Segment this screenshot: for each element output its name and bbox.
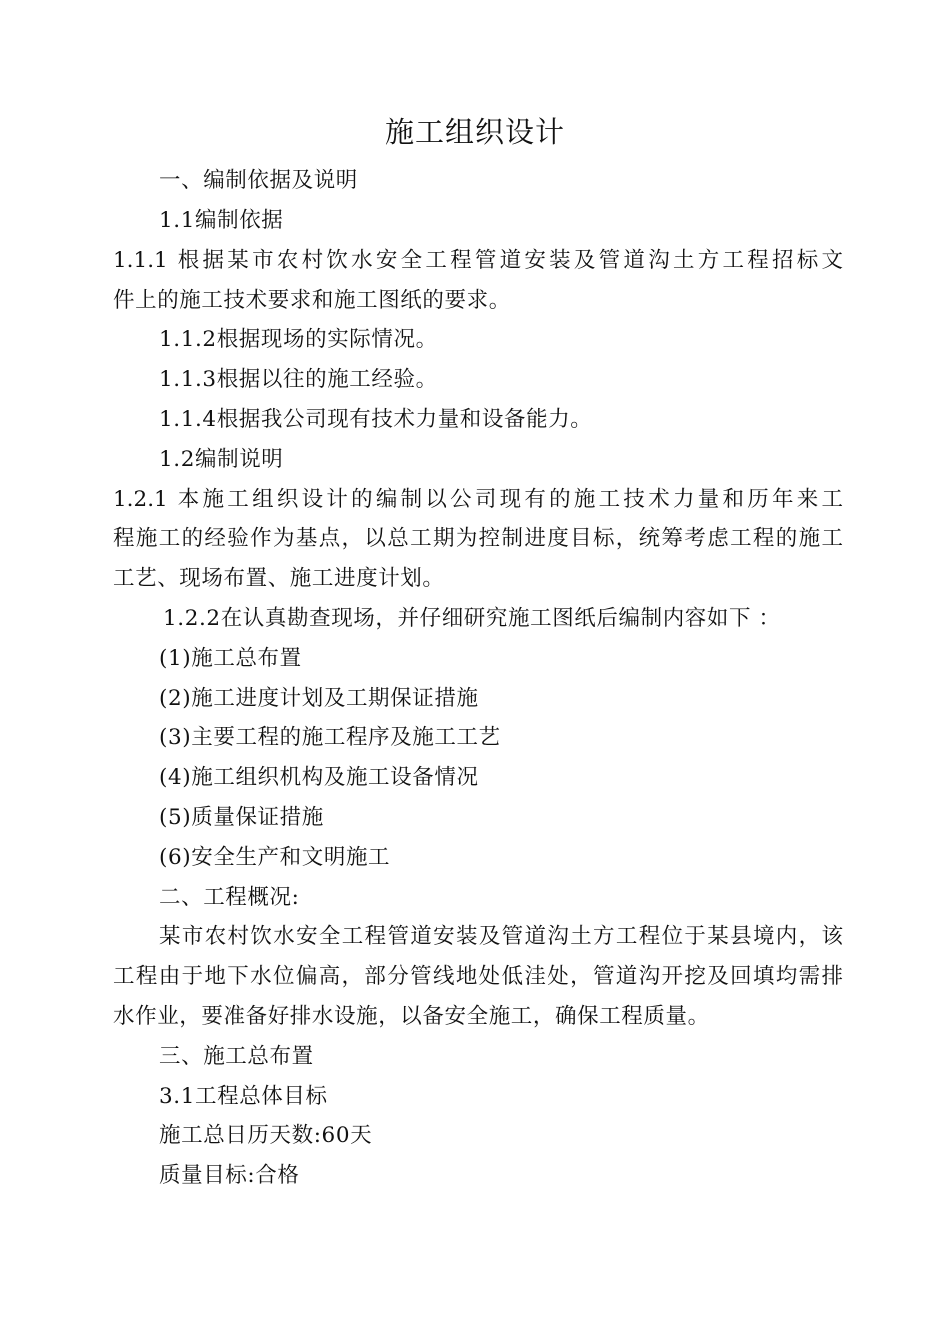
list-item: (5)质量保证措施 (159, 805, 324, 830)
paragraph-line: 1.2.2在认真勘查现场，并仔细研究施工图纸后编制内容如下 ： (163, 606, 781, 631)
paragraph-line: 水作业，要准备好排水设施，以备安全施工，确保工程质量。 (113, 1004, 710, 1029)
paragraph-line: 1.1.2根据现场的实际情况。 (159, 327, 438, 352)
paragraph-line: 质量目标:合格 (159, 1163, 300, 1188)
list-item: (3)主要工程的施工程序及施工工艺 (159, 725, 501, 750)
list-item: (1)施工总布置 (159, 646, 302, 671)
list-item: (6)安全生产和文明施工 (159, 845, 391, 870)
list-item: (2)施工进度计划及工期保证措施 (159, 686, 479, 711)
paragraph-line: 1.1.3根据以往的施工经验。 (159, 367, 438, 392)
subsection-heading-3-1: 3.1工程总体目标 (159, 1084, 328, 1109)
list-item: (4)施工组织机构及施工设备情况 (159, 765, 479, 790)
paragraph-line: 1.2.1 本施工组织设计的编制以公司现有的施工技术力量和历年来工 (113, 487, 843, 512)
paragraph-line: 件上的施工技术要求和施工图纸的要求。 (113, 288, 511, 313)
section-heading-3: 三、施工总布置 (159, 1044, 314, 1069)
section-heading-2: 二、工程概况: (159, 885, 300, 910)
subsection-heading-1-2: 1.2编制说明 (159, 447, 284, 472)
subsection-heading-1-1: 1.1编制依据 (159, 208, 284, 233)
paragraph-line: 某市农村饮水安全工程管道安装及管道沟土方工程位于某县境内，该 (159, 924, 843, 949)
paragraph-line: 工艺、现场布置、施工进度计划。 (113, 566, 445, 591)
document-title: 施工组织设计 (384, 115, 565, 149)
section-heading-1: 一、编制依据及说明 (159, 168, 358, 193)
paragraph-line: 程施工的经验作为基点，以总工期为控制进度目标，统筹考虑工程的施工 (113, 526, 843, 551)
paragraph-line: 1.1.4根据我公司现有技术力量和设备能力。 (159, 407, 593, 432)
paragraph-line: 1.1.1 根据某市农村饮水安全工程管道安装及管道沟土方工程招标文 (113, 248, 843, 273)
paragraph-line: 工程由于地下水位偏高，部分管线地处低洼处，管道沟开挖及回填均需排 (113, 964, 843, 989)
paragraph-line: 施工总日历天数:60天 (159, 1123, 373, 1148)
